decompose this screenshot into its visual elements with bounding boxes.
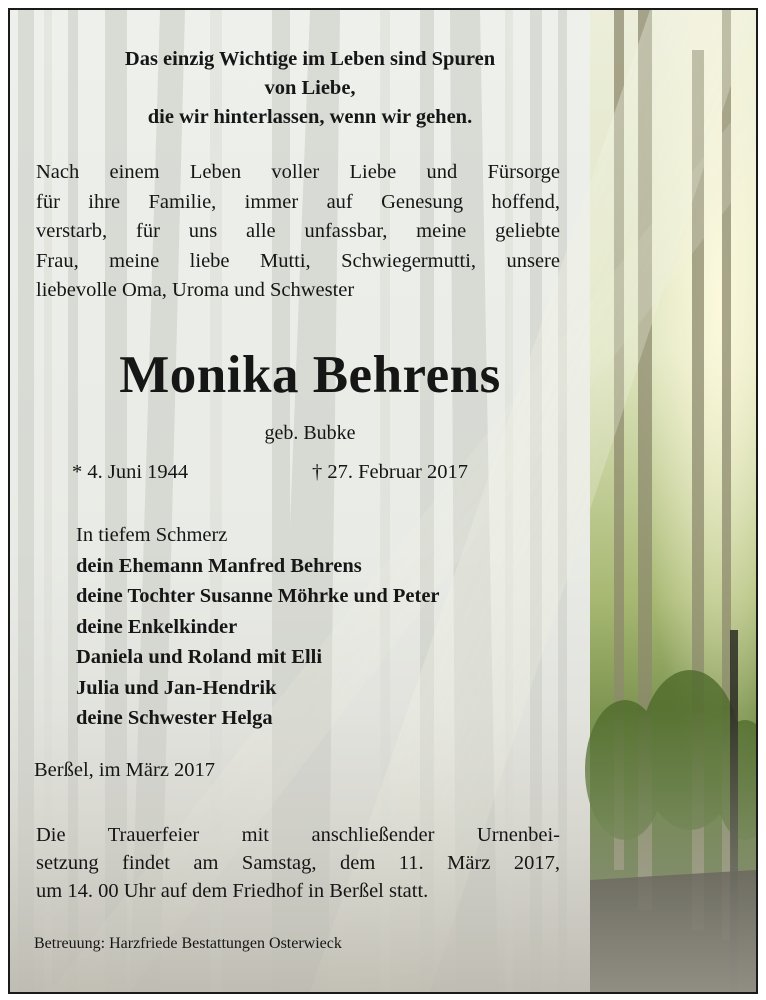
funeral-line: um 14. 00 Uhr auf dem Friedhof in Berßel statt.: [36, 880, 429, 902]
mourner-line: deine Tochter Susanne Möhrke und Peter: [76, 585, 440, 607]
deceased-name: Monika Behrens: [119, 346, 501, 404]
funeral-line: Die Trauerfeier mit anschließender Urnenbei-: [36, 824, 560, 846]
undertaker-credit: Betreuung: Harzfriede Bestattungen Osterwieck: [34, 935, 342, 952]
funeral-info: [36, 821, 560, 905]
intro-line: Nach einem Leben voller Liebe und Fürsorge: [36, 161, 560, 183]
motto-line: von Liebe,: [264, 77, 356, 99]
funeral-line: setzung findet am Samstag, dem 11. März 2017,: [36, 852, 560, 874]
mourner-line: deine Enkelkinder: [76, 615, 238, 638]
intro-line: Frau, meine liebe Mutti, Schwiegermutti, unsere: [36, 249, 560, 272]
obituary-notice: [8, 8, 758, 994]
mourner-line: deine Schwester Helga: [76, 707, 273, 729]
birth-date: * 4. Juni 1944: [72, 461, 189, 483]
mourners-list: [76, 520, 440, 734]
motto-quote: [30, 45, 590, 132]
mourner-line: Daniela und Roland mit Elli: [76, 646, 323, 668]
motto-line: die wir hinterlassen, wenn wir gehen.: [147, 106, 473, 128]
mourning-intro: In tiefem Schmerz: [76, 524, 228, 546]
mourner-line: dein Ehemann Manfred Behrens: [76, 554, 362, 577]
mourner-line: Julia und Jan-Hendrik: [76, 676, 277, 699]
intro-line: für ihre Familie, immer auf Genesung hoffend,: [36, 190, 560, 213]
intro-line: liebevolle Oma, Uroma und Schwester: [36, 279, 355, 301]
place-and-date: Berßel, im März 2017: [34, 759, 216, 781]
death-date: † 27. Februar 2017: [312, 461, 469, 483]
motto-line: Das einzig Wichtige im Leben sind Spuren: [124, 48, 496, 70]
intro-line: verstarb, für uns alle unfassbar, meine geliebte: [36, 220, 560, 242]
maiden-name: geb. Bubke: [264, 422, 356, 444]
intro-paragraph: [36, 158, 560, 306]
